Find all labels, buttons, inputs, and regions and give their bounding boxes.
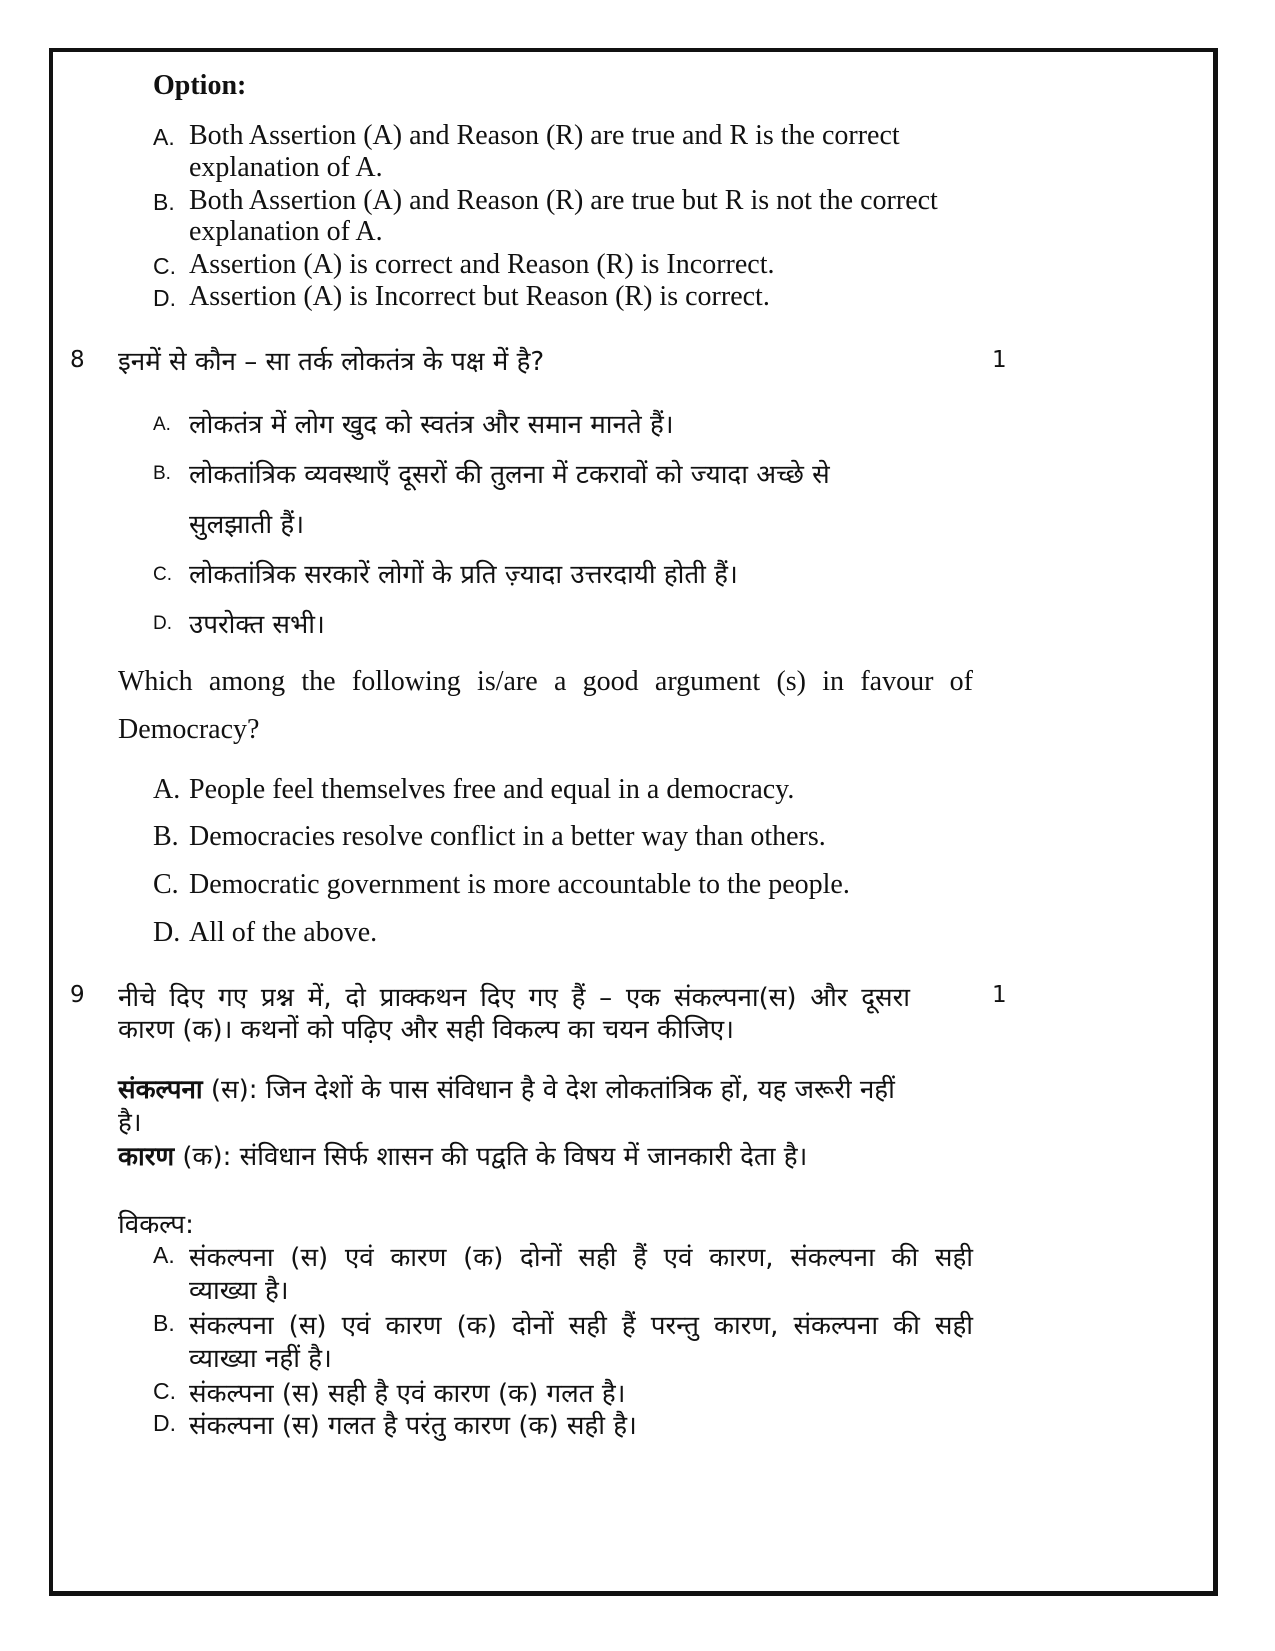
option-text-english: Democratic government is more accountable to the people.	[189, 869, 850, 900]
option-text-hindi: संकल्पना (स) गलत है परंतु कारण (क) सही है।	[189, 1411, 637, 1441]
option-letter: B.	[153, 1310, 175, 1336]
option-text-hindi: लोकतांत्रिक व्यवस्थाएँ दूसरों की तुलना में टकरावों को ज्यादा अच्छे से	[189, 460, 830, 490]
reason-label: कारण	[118, 1142, 175, 1172]
option-text-english: All of the above.	[189, 917, 378, 948]
assertion-label: संकल्पना	[118, 1075, 203, 1105]
question-text-english: Democracy?	[118, 714, 260, 745]
option-letter: C.	[153, 869, 179, 900]
question-text-hindi: कारण (क)। कथनों को पढ़िए और सही विकल्प का चयन कीजिए।	[118, 1015, 734, 1045]
question-text-english: Which among the following is/are a good argument (s) in favour of	[118, 666, 973, 697]
assertion-line	[118, 1070, 895, 1106]
option-text: explanation of A.	[189, 152, 383, 183]
option-letter: C.	[153, 564, 172, 585]
option-text-hindi: संकल्पना (स) एवं कारण (क) दोनों सही हैं एवं कारण, संकल्पना की सही	[189, 1243, 973, 1273]
question-number: 8	[70, 347, 85, 373]
question-number: 9	[70, 982, 85, 1008]
option-text: Assertion (A) is correct and Reason (R) is Incorrect.	[189, 249, 775, 280]
option-letter: C.	[153, 1378, 176, 1404]
option-letter: B.	[153, 463, 171, 484]
question-marks: 1	[992, 982, 1007, 1008]
option-letter: A.	[153, 124, 175, 150]
option-text: Both Assertion (A) and Reason (R) are true but R is not the correct	[189, 185, 938, 216]
option-text-hindi: सुलझाती हैं।	[189, 510, 305, 540]
options-heading: विकल्प:	[118, 1210, 194, 1240]
option-text-english: People feel themselves free and equal in a democracy.	[189, 774, 795, 805]
option-text: explanation of A.	[189, 216, 383, 247]
option-letter: D.	[153, 1410, 176, 1436]
option-text-hindi: व्याख्या है।	[189, 1276, 289, 1306]
option-letter: C.	[153, 253, 176, 279]
option-letter: A.	[153, 774, 181, 805]
assertion-text: (स): जिन देशों के पास संविधान है वे देश लोकतांत्रिक हों, यह जरूरी नहीं	[210, 1075, 895, 1105]
option-letter: D.	[153, 613, 172, 634]
assertion-text: है।	[118, 1108, 142, 1138]
option-text-hindi: संकल्पना (स) सही है एवं कारण (क) गलत है।	[189, 1379, 626, 1409]
option-letter: B.	[153, 821, 179, 852]
question-marks: 1	[992, 347, 1007, 373]
option-text: Assertion (A) is Incorrect but Reason (R) is correct.	[189, 281, 770, 312]
option-letter: D.	[153, 917, 181, 948]
option-text-english: Democracies resolve conflict in a better way than others.	[189, 821, 826, 852]
option-heading: Option:	[153, 70, 247, 101]
question-text-hindi: नीचे दिए गए प्रश्न में, दो प्राक्कथन दिए गए हैं – एक संकल्पना(स) और दूसरा	[118, 983, 910, 1013]
option-text: Both Assertion (A) and Reason (R) are true and R is the correct	[189, 120, 900, 151]
option-letter: A.	[153, 414, 171, 435]
option-letter: B.	[153, 189, 175, 215]
option-letter: A.	[153, 1242, 175, 1268]
option-text-hindi: लोकतंत्र में लोग खुद को स्वतंत्र और समान मानते हैं।	[189, 410, 674, 440]
option-text-hindi: लोकतांत्रिक सरकारें लोगों के प्रति ज़्यादा उत्तरदायी होती हैं।	[189, 560, 738, 590]
option-text-hindi: व्याख्या नहीं है।	[189, 1344, 332, 1374]
option-text-hindi: संकल्पना (स) एवं कारण (क) दोनों सही हैं परन्तु कारण, संकल्पना की सही	[189, 1311, 973, 1341]
reason-line	[118, 1137, 807, 1173]
question-text-hindi: इनमें से कौन – सा तर्क लोकतंत्र के पक्ष में है?	[118, 347, 545, 377]
reason-text: (क): संविधान सिर्फ शासन की पद्वति के विषय में जानकारी देता है।	[182, 1142, 808, 1172]
option-text-hindi: उपरोक्त सभी।	[189, 610, 325, 640]
option-letter: D.	[153, 285, 176, 311]
